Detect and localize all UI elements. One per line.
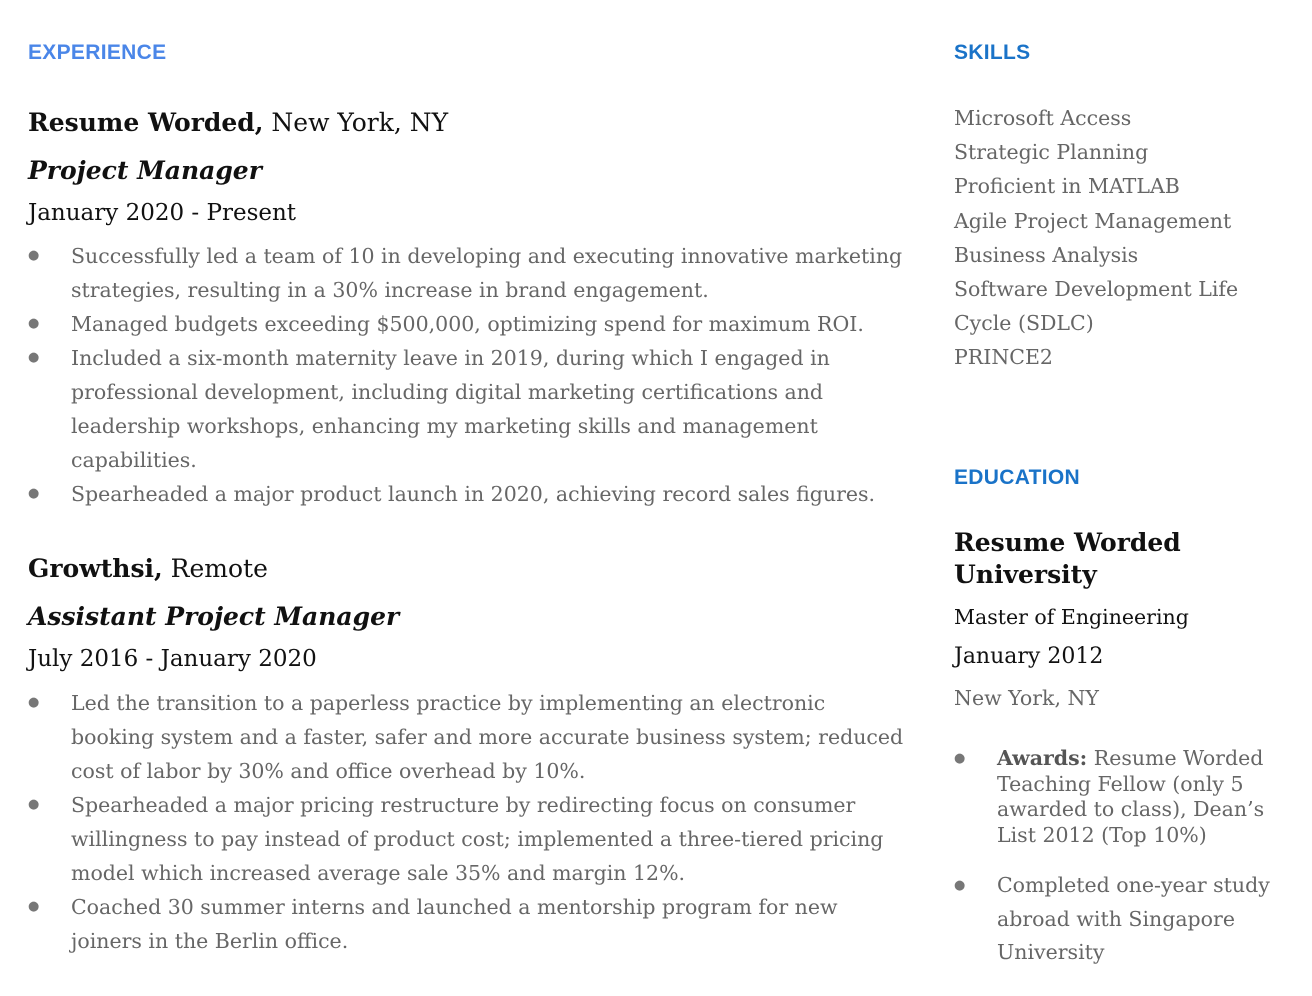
education-bullets-awards xyxy=(954,746,1274,848)
skills-list xyxy=(954,101,1274,375)
job-2-company: Growthsi, xyxy=(28,554,163,583)
job-1-header xyxy=(28,108,448,137)
skill-item: Software Development Life Cycle (SDLC) xyxy=(954,277,1239,336)
job-2-bullet: ● Led the transition to a paperless practice by implementing an electronic booking system and a faster, safer and more accurate business system; reduced cost of labor by 30% and office overhead by 10%. xyxy=(28,686,908,788)
education-study-bullet xyxy=(954,869,1274,970)
job-1-bullet: ● Included a six-month maternity leave in 2019, during which I engaged in professional development, including digital marketing certifications and leadership workshops, enhancing my marketing skills and management capabilities. xyxy=(28,341,908,477)
skill-item: Agile Project Management xyxy=(954,208,1232,233)
job-1-title: Project Manager xyxy=(28,156,262,185)
education-location: New York, NY xyxy=(954,686,1099,710)
job-1-bullet: ● Managed budgets exceeding $500,000, optimizing spend for maximum ROI. xyxy=(28,307,908,341)
education-heading: EDUCATION xyxy=(954,466,1080,489)
job-2-bullets xyxy=(28,686,908,958)
job-2-header xyxy=(28,554,268,583)
experience-heading: EXPERIENCE xyxy=(28,41,167,64)
skill-item: PRINCE2 xyxy=(954,345,1053,370)
skill-item: Strategic Planning xyxy=(954,140,1149,165)
study-abroad-text: Completed one-year study abroad with Singapore University xyxy=(997,873,1270,964)
education-awards-bullet xyxy=(954,746,1274,848)
job-1-company: Resume Worded, xyxy=(28,108,264,137)
education-bullets-study xyxy=(954,869,1274,970)
skills-heading: SKILLS xyxy=(954,41,1031,64)
job-1-bullet: ● Successfully led a team of 10 in developing and executing innovative marketing strategies, resulting in a 30% increase in brand engagement. xyxy=(28,239,908,307)
job-2-title: Assistant Project Manager xyxy=(28,602,400,631)
awards-label: Awards: xyxy=(997,746,1088,770)
education-degree: Master of Engineering xyxy=(954,605,1189,629)
awards-text: Resume Worded Teaching Fellow (only 5 awarded to class), Dean’s List 2012 (Top 10%) xyxy=(997,746,1265,847)
skill-item: Business Analysis xyxy=(954,242,1139,267)
job-2-bullet: ● Spearheaded a major pricing restructure by redirecting focus on consumer willingness to pay instead of product cost; implemented a three-tiered pricing model which increased average sale 35% and margin 12%. xyxy=(28,788,908,890)
job-1-bullet: ● Spearheaded a major product launch in 2020, achieving record sales figures. xyxy=(28,477,908,511)
job-2-bullet: ● Coached 30 summer interns and launched a mentorship program for new joiners in the Berlin office. xyxy=(28,890,908,958)
job-1-dates: January 2020 - Present xyxy=(28,200,297,226)
education-school: Resume Worded University xyxy=(954,528,1181,589)
job-1-location: New York, NY xyxy=(271,108,449,137)
skill-item: Microsoft Access xyxy=(954,106,1132,130)
education-date: January 2012 xyxy=(954,644,1104,669)
skill-item: Proficient in MATLAB xyxy=(954,174,1180,199)
job-2-dates: July 2016 - January 2020 xyxy=(28,646,317,672)
job-2-location: Remote xyxy=(170,554,268,583)
job-1-bullets xyxy=(28,239,908,511)
